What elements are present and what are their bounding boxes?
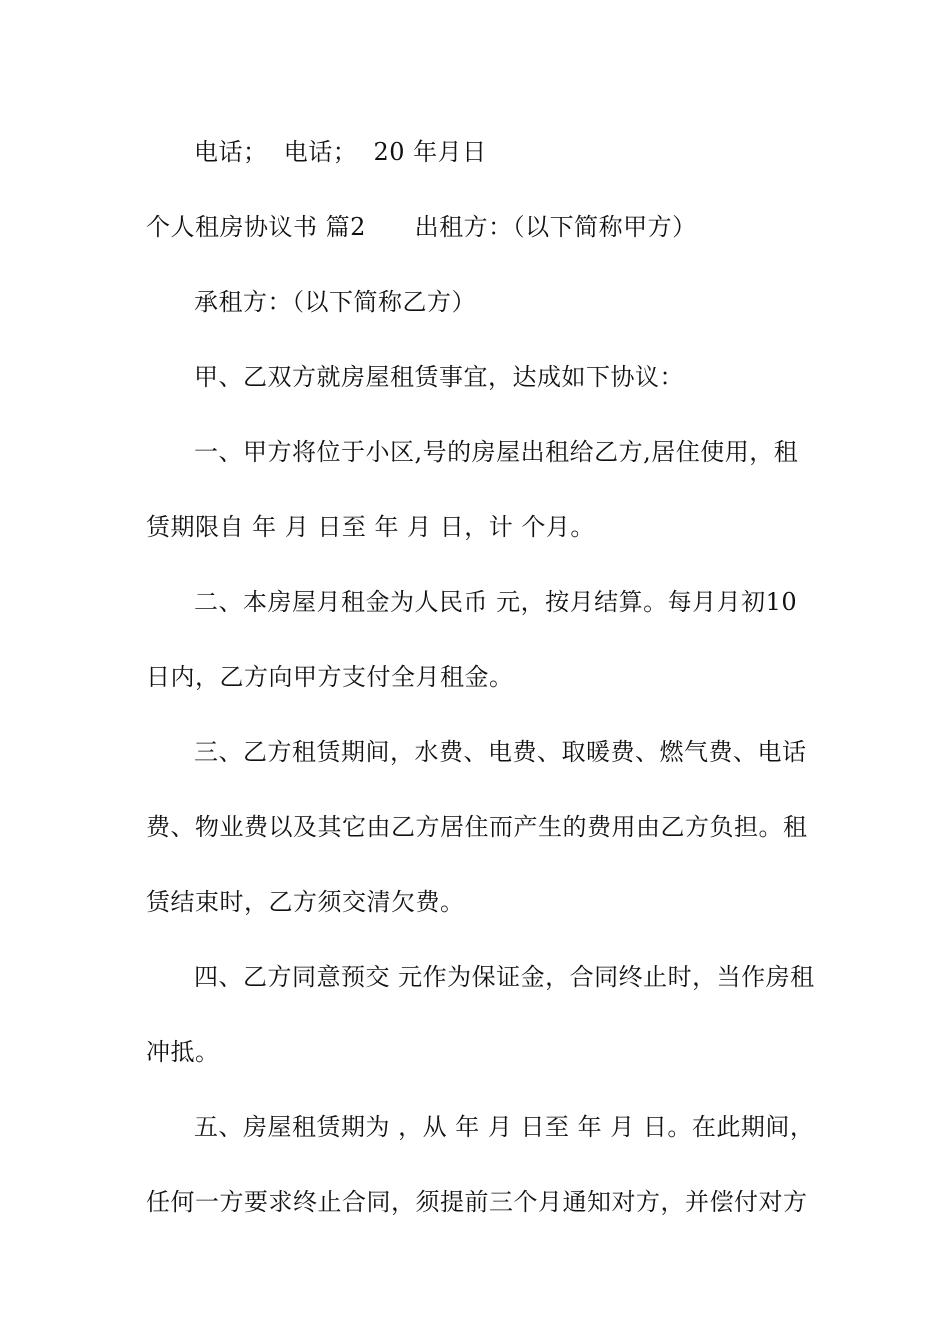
clause-1-line-1: 一、甲方将位于小区,号的房屋出租给乙方,居住使用，租 xyxy=(194,438,799,466)
contact-date-line: 电话； 电话； 20 年月日 xyxy=(194,138,487,166)
agreement-intro-line: 甲、乙双方就房屋租赁事宜，达成如下协议： xyxy=(194,363,684,391)
clause-4-line-2: 冲抵。 xyxy=(146,1038,220,1066)
agreement-heading-line: 个人租房协议书 篇2 出租方：（以下简称甲方） xyxy=(146,213,697,241)
clause-3-line-1: 三、乙方租赁期间，水费、电费、取暖费、燃气费、电话 xyxy=(194,738,807,766)
clause-2-line-1: 二、本房屋月租金为人民币 元，按月结算。每月月初10 xyxy=(194,588,798,616)
clause-3-line-2: 费、物业费以及其它由乙方居住而产生的费用由乙方负担。租 xyxy=(146,813,808,841)
clause-3-line-3: 赁结束时，乙方须交清欠费。 xyxy=(146,888,465,916)
clause-1-line-2: 赁期限自 年 月 日至 年 月 日，计 个月。 xyxy=(146,513,595,541)
clause-5-line-2: 任何一方要求终止合同，须提前三个月通知对方，并偿付对方 xyxy=(146,1188,808,1216)
clause-4-line-1: 四、乙方同意预交 元作为保证金，合同终止时，当作房租 xyxy=(194,963,815,991)
tenant-line: 承租方：（以下简称乙方） xyxy=(194,288,476,316)
clause-2-line-2: 日内，乙方向甲方支付全月租金。 xyxy=(146,663,514,691)
clause-5-line-1: 五、房屋租赁期为 ，从 年 月 日至 年 月 日。在此期间， xyxy=(194,1113,815,1141)
